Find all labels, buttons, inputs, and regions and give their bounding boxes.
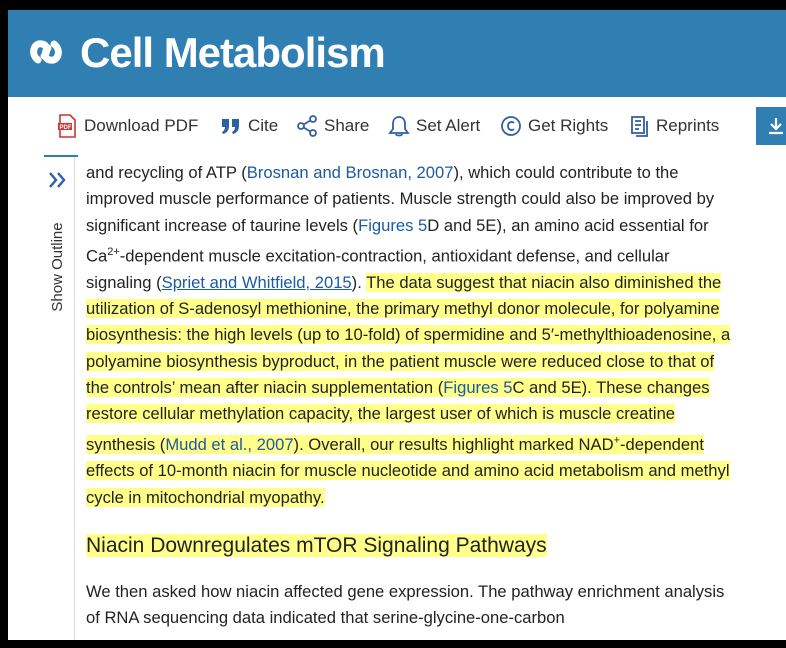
share-button[interactable] — [296, 113, 369, 139]
download-button[interactable] — [756, 107, 786, 145]
show-outline-label[interactable]: Show Outline — [49, 222, 66, 312]
reprints-label: Reprints — [656, 116, 720, 135]
browser-viewport — [8, 10, 786, 640]
reprints-button[interactable] — [628, 113, 719, 139]
paragraph-text: D and 5E), an amino acid essential for Ca — [86, 215, 709, 266]
superscript: + — [613, 434, 620, 447]
section-heading: Niacin Downregulates mTOR Signaling Pathways — [86, 533, 547, 557]
paragraph-text: C and 5E). These changes restore cellular methylation capacity, the largest user of which is muscle creatine synthesis ( — [86, 377, 710, 455]
download-icon — [766, 116, 786, 136]
cite-label: Cite — [248, 116, 279, 135]
figure-link[interactable]: Figures 5 — [358, 215, 428, 235]
toolbar-shadow — [78, 155, 786, 163]
paragraph-text: ). — [351, 272, 367, 292]
set-alert-label: Set Alert — [416, 116, 481, 135]
paragraph-text: ), which could contribute to the improved muscle performance of patients. Muscle strength could also be improved by significant increase of taurine levels ( — [86, 163, 715, 235]
download-pdf-label: Download PDF — [84, 116, 199, 135]
journal-title[interactable]: Cell Metabolism — [80, 29, 385, 76]
get-rights-button[interactable] — [500, 113, 608, 139]
article-paragraph — [86, 160, 736, 511]
copyright-icon — [500, 115, 522, 137]
paragraph-text: The data suggest that niacin also diminished the utilization of S-adenosyl methionine, the primary methyl donor molecule, for polyamine biosynthesis: the high levels (up to 10-fold) of spermidine and 5′-methylthioadenosine, a polyamine biosynthesis byproduct, in the patient muscle were reduced close to that of the controls’ mean after niacin supplementation ( — [86, 272, 731, 397]
set-alert-button[interactable] — [388, 113, 480, 139]
bell-icon — [388, 115, 410, 137]
reference-link[interactable]: Brosnan and Brosnan, 2007 — [246, 163, 454, 182]
double-chevron-right-icon[interactable] — [46, 169, 70, 191]
show-outline-toggle[interactable] — [44, 157, 75, 640]
reference-link[interactable]: Mudd et al., 2007 — [165, 435, 294, 455]
download-pdf-button[interactable] — [56, 113, 198, 139]
cite-button[interactable] — [220, 113, 278, 139]
reprints-icon — [628, 115, 650, 137]
paragraph-text: ). Overall, our results highlight marked NAD — [293, 435, 614, 455]
article-toolbar — [44, 97, 786, 157]
section-heading-wrap — [86, 531, 736, 561]
article-body — [86, 160, 736, 632]
paragraph-text: -dependent effects of 10-month niacin for muscle nucleotide and amino acid metabolism and methyl cycle in mitochondrial myopathy. — [86, 435, 730, 507]
paragraph-text: and recycling of ATP ( — [86, 163, 247, 182]
article-paragraph: We then asked how niacin affected gene expression. The pathway enrichment analysis of RNA sequencing data indicated that serine-glycine-one-carbon — [86, 581, 725, 628]
reference-link[interactable]: Spriet and Whitfield, 2015 — [161, 272, 352, 292]
share-icon — [296, 115, 318, 137]
get-rights-label: Get Rights — [528, 116, 609, 135]
pdf-icon — [56, 114, 78, 138]
paragraph-text: -dependent muscle excitation-contraction, antioxidant defense, and cellular signaling ( — [86, 246, 670, 292]
svg-text:PDF: PDF — [59, 125, 72, 131]
share-label: Share — [324, 116, 370, 135]
superscript: 2+ — [107, 245, 120, 258]
cell-logo-icon[interactable] — [26, 30, 68, 74]
highlighted-text — [86, 273, 730, 507]
quote-icon — [220, 116, 242, 136]
figure-link[interactable]: Figures 5 — [443, 377, 513, 397]
journal-header — [8, 10, 786, 97]
